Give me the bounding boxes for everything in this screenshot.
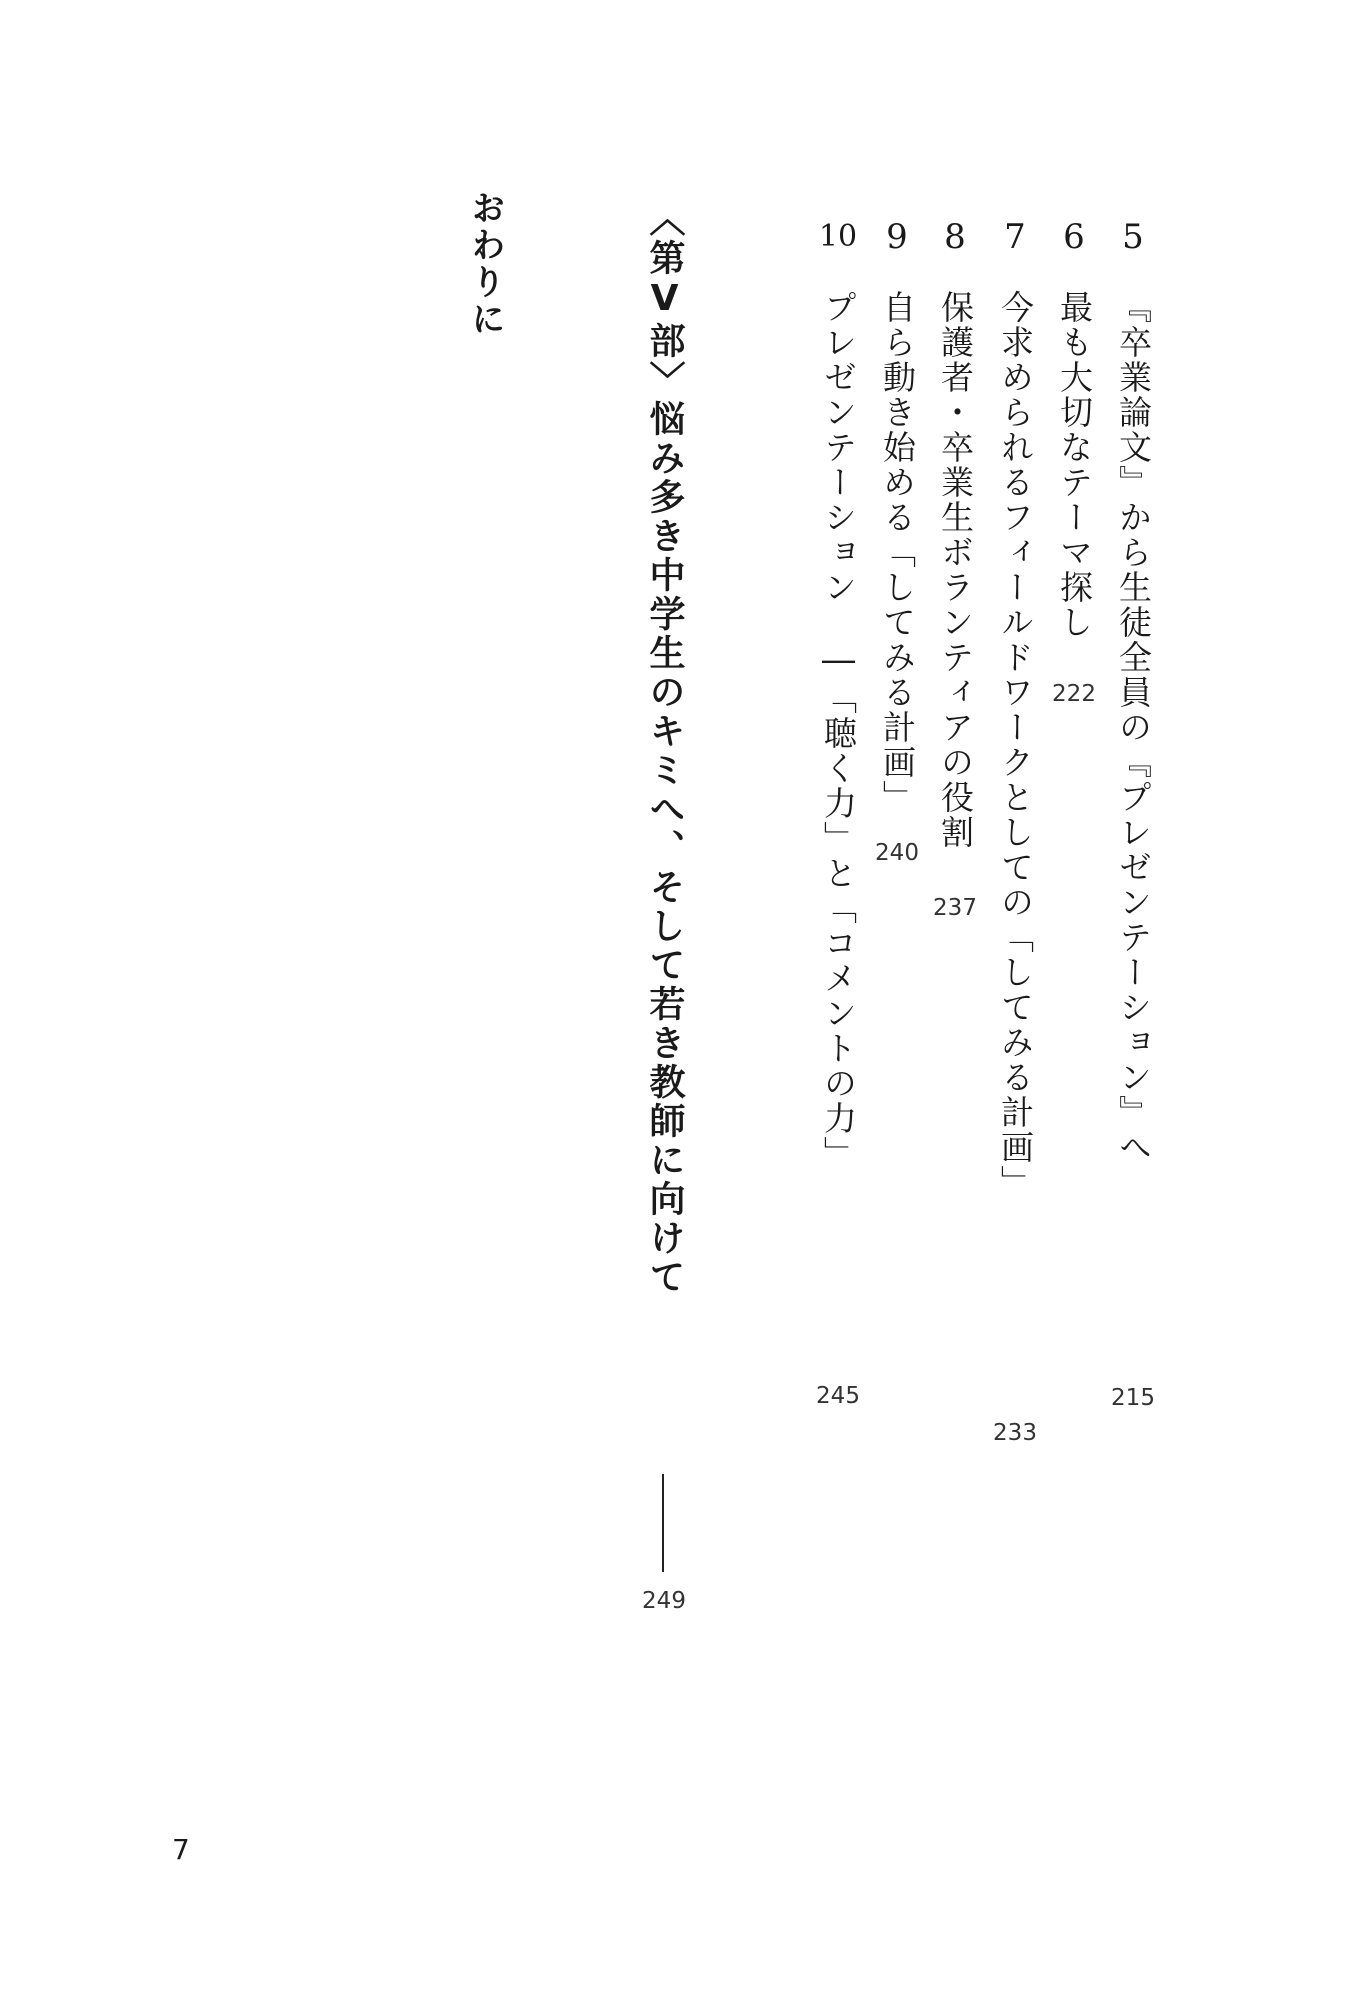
entry-page-number: 215 [1111, 1385, 1155, 1411]
entry-number: 10 [818, 219, 858, 254]
part-title: 〈第Ⅴ部〉悩み多き中学生のキミへ、そして若き教師に向けて [644, 200, 685, 1297]
entry-page-number: 233 [993, 1420, 1037, 1446]
entry-title: 最も大切なテーマ探し [1055, 290, 1094, 640]
entry-number: 9 [886, 217, 908, 257]
entry-title: プレゼンテーション ―「聴く力」と「コメントの力」 [819, 290, 858, 1171]
closing-heading: おわりに [465, 190, 505, 338]
entry-title: 今求められるフィールドワークとしての「してみる計画」 [996, 290, 1035, 1200]
entry-number: 6 [1063, 217, 1085, 257]
entry-title: 自ら動き始める「してみる計画」 [878, 290, 917, 815]
folio-page-number: 7 [172, 1833, 190, 1866]
part-page-number: 249 [642, 1588, 686, 1614]
entry-page-number: 222 [1052, 681, 1096, 707]
entry-page-number: 237 [933, 895, 977, 921]
entry-title: 保護者・卒業生ボランティアの役割 [936, 290, 975, 850]
entry-number: 5 [1122, 217, 1144, 257]
entry-number: 7 [1004, 217, 1026, 257]
entry-page-number: 240 [875, 840, 919, 866]
entry-number: 8 [944, 217, 966, 257]
entry-page-number: 245 [816, 1383, 860, 1409]
entry-title: 『卒業論文』から生徒全員の『プレゼンテーション』へ [1114, 290, 1153, 1165]
leader-rule [662, 1474, 664, 1572]
